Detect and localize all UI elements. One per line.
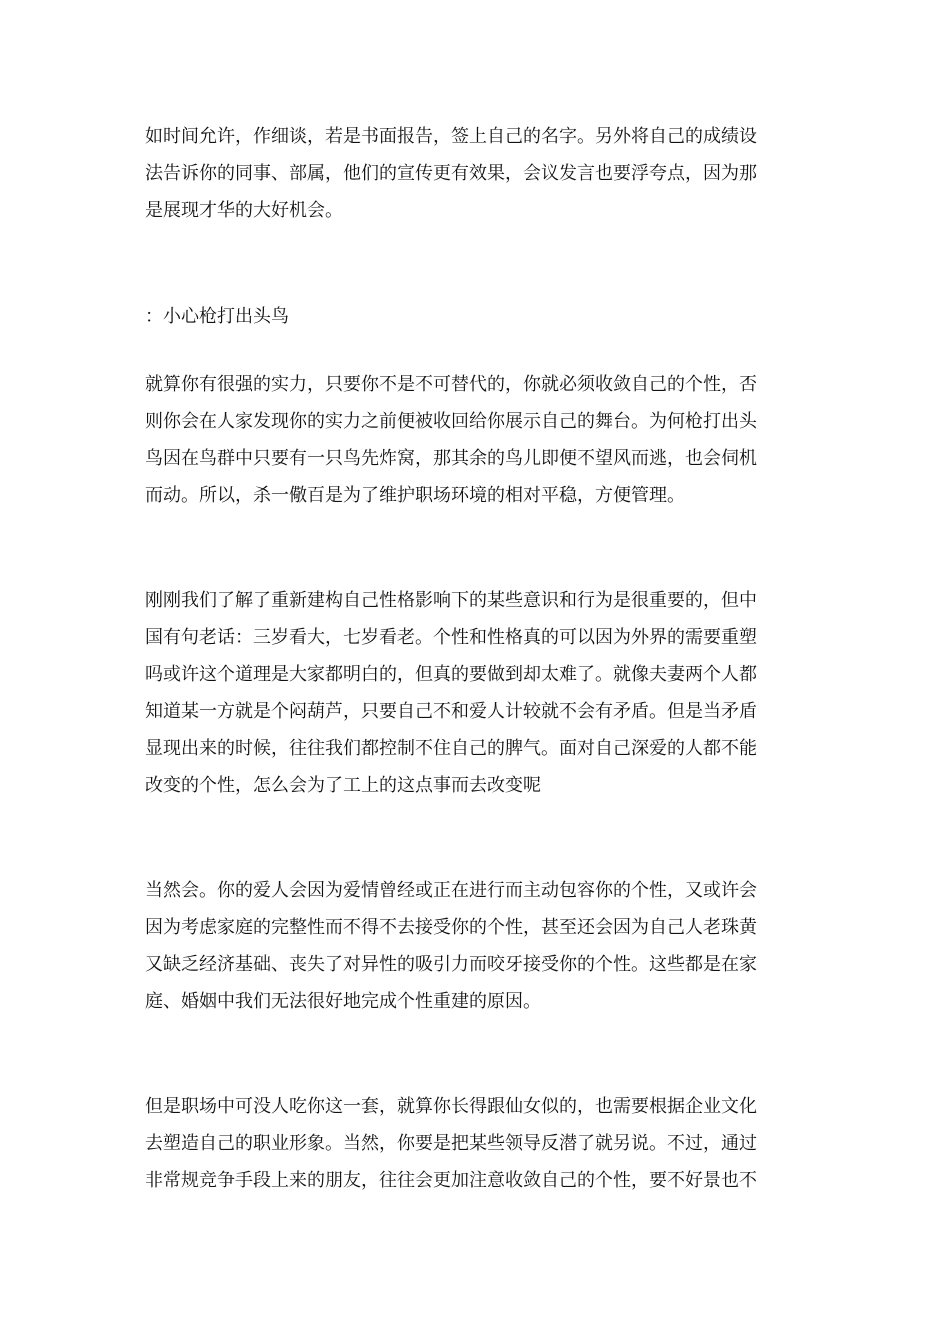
paragraph-3: [145, 582, 810, 804]
paragraph-line: 就算你有很强的实力，只要你不是不可替代的，你就必须收敛自己的个性，否: [145, 374, 757, 395]
paragraph-2: [145, 366, 810, 514]
paragraph-line: 刚刚我们了解了重新建构自己性格影响下的某些意识和行为是很重要的，但中: [145, 590, 757, 611]
paragraph-1: [145, 118, 810, 229]
paragraph-line: 则你会在人家发现你的实力之前便被收回给你展示自己的舞台。为何枪打出头: [145, 411, 757, 432]
paragraph-line: 国有句老话：三岁看大，七岁看老。个性和性格真的可以因为外界的需要重塑: [145, 627, 757, 648]
paragraph-line: 但是职场中可没人吃你这一套，就算你长得跟仙女似的，也需要根据企业文化: [145, 1096, 757, 1117]
paragraph-line: 吗或许这个道理是大家都明白的，但真的要做到却太难了。就像夫妻两个人都: [145, 664, 757, 685]
paragraph-line: 知道某一方就是个闷葫芦，只要自己不和爱人计较就不会有矛盾。但是当矛盾: [145, 701, 757, 722]
section-heading: [145, 298, 810, 335]
paragraph-line: 非常规竞争手段上来的朋友，往往会更加注意收敛自己的个性，要不好景也不: [145, 1170, 757, 1191]
paragraph-line: 庭、婚姻中我们无法很好地完成个性重建的原因。: [145, 991, 541, 1012]
paragraph-4: [145, 872, 810, 1020]
paragraph-line: 如时间允许，作细谈，若是书面报告，签上自己的名字。另外将自己的成绩设: [145, 126, 757, 147]
paragraph-line: 是展现才华的大好机会。: [145, 200, 343, 221]
paragraph-line: 因为考虑家庭的完整性而不得不去接受你的个性，甚至还会因为自己人老珠黄: [145, 917, 757, 938]
paragraph-line: 而动。所以，杀一儆百是为了维护职场环境的相对平稳，方便管理。: [145, 485, 685, 506]
paragraph-line: 去塑造自己的职业形象。当然，你要是把某些领导反潜了就另说。不过，通过: [145, 1133, 757, 1154]
paragraph-line: 法告诉你的同事、部属，他们的宣传更有效果，会议发言也要浮夸点，因为那: [145, 163, 757, 184]
paragraph-line: 当然会。你的爱人会因为爱情曾经或正在进行而主动包容你的个性，又或许会: [145, 880, 757, 901]
paragraph-line: 显现出来的时候，往往我们都控制不住自己的脾气。面对自己深爱的人都不能: [145, 738, 757, 759]
section-heading-text: ：小心枪打出头鸟: [145, 306, 289, 327]
paragraph-line: 又缺乏经济基础、丧失了对异性的吸引力而咬牙接受你的个性。这些都是在家: [145, 954, 757, 975]
paragraph-line: 鸟因在鸟群中只要有一只鸟先炸窝，那其余的鸟儿即便不望风而逃，也会伺机: [145, 448, 757, 469]
paragraph-5: [145, 1088, 810, 1199]
paragraph-line: 改变的个性，怎么会为了工上的这点事而去改变呢: [145, 775, 541, 796]
